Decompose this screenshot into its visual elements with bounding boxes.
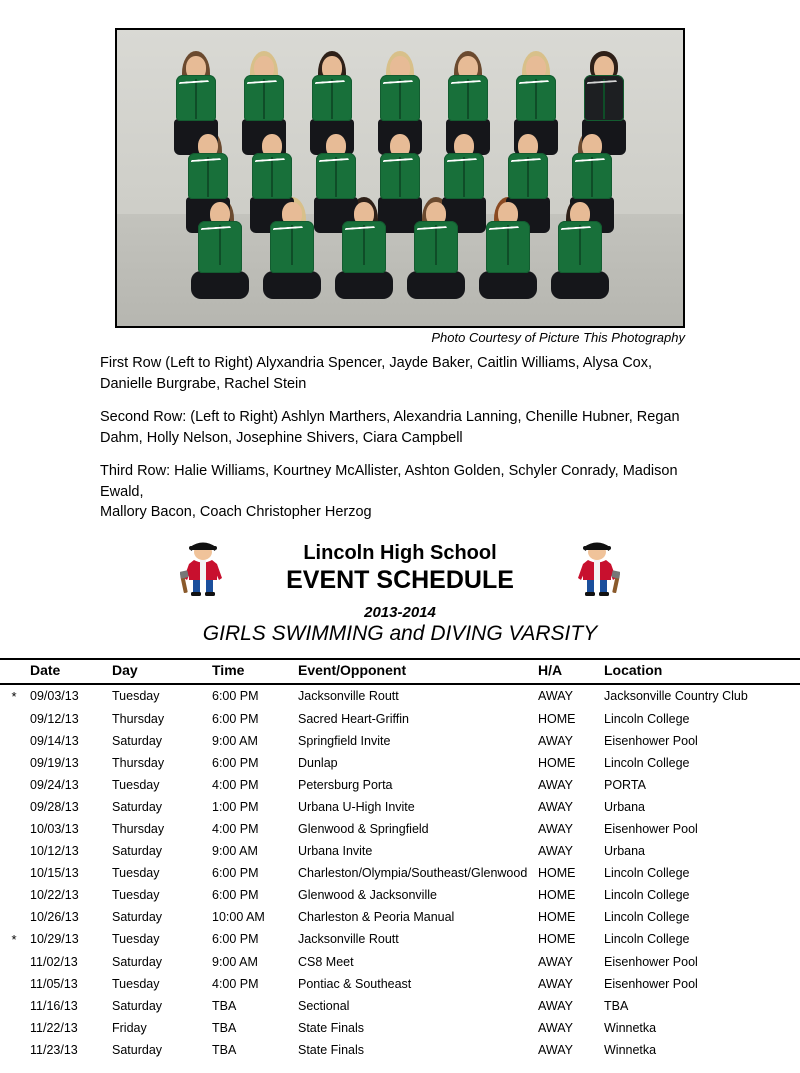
- cell-event: Jacksonville Routt: [298, 932, 399, 947]
- roster-third-row-line2: Mallory Bacon, Coach Christopher Herzog: [100, 504, 372, 521]
- cell-day: Saturday: [112, 734, 163, 749]
- table-header-row: [0, 659, 800, 684]
- cell-event: Urbana Invite: [298, 844, 373, 859]
- jacket-shape: [380, 75, 420, 121]
- cell-event: Charleston/Olympia/Southeast/Glenwood: [298, 866, 528, 881]
- cell-day: Saturday: [112, 1043, 163, 1058]
- cell-ha: AWAY: [538, 999, 573, 1014]
- cell-day: Saturday: [112, 910, 163, 925]
- cell-day: Tuesday: [112, 689, 160, 704]
- table-row: [0, 752, 800, 774]
- header-location: Location: [600, 659, 800, 684]
- photo-credit: Photo Courtesy of Picture This Photography: [431, 330, 685, 345]
- cell-day: Saturday: [112, 844, 163, 859]
- school-name: Lincoln High School: [303, 542, 497, 565]
- cell-star: *: [11, 689, 17, 705]
- cell-time: 9:00 AM: [212, 844, 258, 859]
- cell-day: Friday: [112, 1021, 147, 1036]
- cell-time: 6:00 PM: [212, 756, 259, 771]
- jacket-shape: [198, 221, 242, 273]
- jacket-shape: [448, 75, 488, 121]
- cell-date: 10/26/13: [30, 910, 79, 925]
- cell-ha: AWAY: [538, 977, 573, 992]
- cell-time: 9:00 AM: [212, 734, 258, 749]
- cell-time: 4:00 PM: [212, 977, 259, 992]
- table-row: [0, 840, 800, 862]
- table-row: [0, 708, 800, 730]
- cell-ha: AWAY: [538, 778, 573, 793]
- cell-date: 09/24/13: [30, 778, 79, 793]
- cell-date: 11/05/13: [30, 977, 78, 992]
- cell-ha: AWAY: [538, 1043, 573, 1058]
- cell-star: [0, 1039, 26, 1061]
- cell-ha: AWAY: [538, 844, 573, 859]
- cell-star: [0, 906, 26, 928]
- table-row: [0, 730, 800, 752]
- cell-time: 6:00 PM: [212, 689, 259, 704]
- team-title: GIRLS SWIMMING and DIVING VARSITY: [202, 622, 598, 646]
- cell-star: [0, 774, 26, 796]
- cell-day: Saturday: [112, 999, 163, 1014]
- cell-day: Tuesday: [112, 778, 160, 793]
- cell-event: Glenwood & Springfield: [298, 822, 429, 837]
- cell-date: 10/12/13: [30, 844, 79, 859]
- cell-event: State Finals: [298, 1021, 365, 1036]
- cell-event: Urbana U-High Invite: [298, 800, 415, 815]
- legs-shape: [479, 271, 537, 299]
- cell-star: [0, 708, 26, 730]
- cell-star: [0, 884, 26, 906]
- cell-date: 10/29/13: [30, 932, 79, 947]
- legs-shape: [335, 271, 393, 299]
- cell-time: 6:00 PM: [212, 888, 259, 903]
- cell-location: Urbana: [604, 844, 645, 859]
- cell-event: Springfield Invite: [298, 734, 391, 749]
- cell-location: Lincoln College: [604, 756, 690, 771]
- cell-ha: AWAY: [538, 734, 573, 749]
- table-row: [0, 973, 800, 995]
- photo-middle-row: [117, 134, 683, 233]
- cell-event: Petersburg Porta: [298, 778, 393, 793]
- roster-third-row: [100, 461, 700, 523]
- cell-event: Sacred Heart-Griffin: [298, 712, 409, 727]
- cell-day: Thursday: [112, 756, 165, 771]
- cell-star: [0, 862, 26, 884]
- cell-location: Lincoln College: [604, 910, 690, 925]
- cell-ha: HOME: [538, 866, 576, 881]
- cell-event: CS8 Meet: [298, 955, 354, 970]
- cell-day: Saturday: [112, 800, 163, 815]
- cell-time: 1:00 PM: [212, 800, 259, 815]
- header-star: [0, 659, 26, 684]
- jacket-shape: [252, 153, 292, 199]
- cell-location: Winnetka: [604, 1021, 657, 1036]
- season-years: 2013-2014: [364, 604, 436, 622]
- cell-time: 10:00 AM: [212, 910, 265, 925]
- cell-star: *: [11, 932, 17, 948]
- table-row: [0, 906, 800, 928]
- page-title: EVENT SCHEDULE: [286, 566, 514, 595]
- schedule-header: [0, 659, 800, 684]
- cell-location: Urbana: [604, 800, 645, 815]
- cell-event: Sectional: [298, 999, 350, 1014]
- jacket-shape: [188, 153, 228, 199]
- jacket-shape: [584, 75, 624, 121]
- table-row: [0, 995, 800, 1017]
- schedule-table: [0, 658, 800, 1061]
- cell-star: [0, 995, 26, 1017]
- jacket-shape: [342, 221, 386, 273]
- legs-shape: [407, 271, 465, 299]
- cell-time: TBA: [212, 1021, 237, 1036]
- cell-day: Saturday: [112, 955, 163, 970]
- table-row: [0, 774, 800, 796]
- cell-day: Thursday: [112, 822, 165, 837]
- cell-event: State Finals: [298, 1043, 365, 1058]
- cell-location: Eisenhower Pool: [604, 734, 698, 749]
- cell-location: Lincoln College: [604, 866, 690, 881]
- jacket-shape: [414, 221, 458, 273]
- cell-date: 10/22/13: [30, 888, 79, 903]
- table-row: [0, 884, 800, 906]
- cell-date: 09/19/13: [30, 756, 79, 771]
- title-center: [286, 541, 514, 595]
- jacket-shape: [444, 153, 484, 199]
- cell-star: [0, 818, 26, 840]
- cell-time: 4:00 PM: [212, 778, 259, 793]
- cell-location: PORTA: [604, 778, 646, 793]
- roster-third-row-line1: Third Row: Halie Williams, Kourtney McAllister, Ashton Golden, Schyler Conrady, Madison Ewald,: [100, 463, 678, 500]
- jacket-shape: [270, 221, 314, 273]
- cell-ha: AWAY: [538, 689, 573, 704]
- railsplitter-mascot-icon: [180, 541, 226, 597]
- jacket-shape: [486, 221, 530, 273]
- schedule-table-wrapper: [0, 658, 800, 1061]
- roster-second-row: Second Row: (Left to Right) Ashlyn Marthers, Alexandria Lanning, Chenille Hubner, Regan Dahm, Holly Nelson, Josephine Shivers, Ciara Campbell: [100, 409, 680, 446]
- cell-location: Lincoln College: [604, 888, 690, 903]
- cell-event: Glenwood & Jacksonville: [298, 888, 437, 903]
- roster-text: [100, 353, 700, 523]
- cell-time: 6:00 PM: [212, 712, 259, 727]
- jacket-shape: [312, 75, 352, 121]
- legs-shape: [263, 271, 321, 299]
- cell-event: Pontiac & Southeast: [298, 977, 412, 992]
- cell-date: 11/23/13: [30, 1043, 78, 1058]
- cell-time: 6:00 PM: [212, 932, 259, 947]
- cell-star: [0, 730, 26, 752]
- cell-date: 10/15/13: [30, 866, 79, 881]
- cell-time: TBA: [212, 999, 237, 1014]
- cell-location: Eisenhower Pool: [604, 822, 698, 837]
- cell-location: Eisenhower Pool: [604, 955, 698, 970]
- jacket-shape: [558, 221, 602, 273]
- cell-star: [0, 1017, 26, 1039]
- cell-location: Eisenhower Pool: [604, 977, 698, 992]
- cell-date: 09/28/13: [30, 800, 79, 815]
- cell-star: [0, 840, 26, 862]
- header-event: Event/Opponent: [294, 659, 534, 684]
- header-time: Time: [208, 659, 294, 684]
- schedule-title-block: [0, 541, 800, 646]
- cell-day: Tuesday: [112, 977, 160, 992]
- cell-star: [0, 796, 26, 818]
- jacket-shape: [244, 75, 284, 121]
- jacket-shape: [316, 153, 356, 199]
- cell-date: 09/12/13: [30, 712, 79, 727]
- table-row: [0, 684, 800, 708]
- cell-time: TBA: [212, 1043, 237, 1058]
- cell-event: Charleston & Peoria Manual: [298, 910, 455, 925]
- cell-location: Winnetka: [604, 1043, 657, 1058]
- table-row: [0, 928, 800, 951]
- jacket-shape: [516, 75, 556, 121]
- cell-location: TBA: [604, 999, 629, 1014]
- cell-star: [0, 752, 26, 774]
- legs-shape: [191, 271, 249, 299]
- cell-time: 9:00 AM: [212, 955, 258, 970]
- cell-ha: HOME: [538, 712, 576, 727]
- cell-ha: HOME: [538, 932, 576, 947]
- table-row: [0, 862, 800, 884]
- team-photo-block: [115, 28, 685, 345]
- cell-ha: HOME: [538, 756, 576, 771]
- cell-location: Lincoln College: [604, 932, 690, 947]
- cell-location: Jacksonville Country Club: [604, 689, 748, 704]
- cell-ha: AWAY: [538, 1021, 573, 1036]
- header-ha: H/A: [534, 659, 600, 684]
- jacket-shape: [508, 153, 548, 199]
- table-row: [0, 818, 800, 840]
- cell-date: 10/03/13: [30, 822, 79, 837]
- cell-time: 6:00 PM: [212, 866, 259, 881]
- table-row: [0, 1039, 800, 1061]
- cell-event: Jacksonville Routt: [298, 689, 399, 704]
- cell-ha: AWAY: [538, 800, 573, 815]
- team-photo: [115, 28, 685, 328]
- cell-date: 11/16/13: [30, 999, 78, 1014]
- cell-day: Thursday: [112, 712, 165, 727]
- cell-time: 4:00 PM: [212, 822, 259, 837]
- cell-day: Tuesday: [112, 888, 160, 903]
- table-row: [0, 796, 800, 818]
- cell-star: [0, 973, 26, 995]
- table-row: [0, 951, 800, 973]
- legs-shape: [551, 271, 609, 299]
- cell-date: 09/14/13: [30, 734, 79, 749]
- cell-date: 09/03/13: [30, 689, 79, 704]
- cell-ha: AWAY: [538, 955, 573, 970]
- cell-star: [0, 951, 26, 973]
- jacket-shape: [380, 153, 420, 199]
- railsplitter-mascot-icon: [574, 541, 620, 597]
- cell-day: Tuesday: [112, 866, 160, 881]
- schedule-body: [0, 684, 800, 1061]
- cell-event: Dunlap: [298, 756, 338, 771]
- cell-date: 11/22/13: [30, 1021, 78, 1036]
- jacket-shape: [176, 75, 216, 121]
- header-date: Date: [26, 659, 108, 684]
- cell-date: 11/02/13: [30, 955, 78, 970]
- roster-first-row: First Row (Left to Right) Alyxandria Spencer, Jayde Baker, Caitlin Williams, Alysa Cox, Danielle Burgrabe, Rachel Stein: [100, 355, 653, 392]
- cell-day: Tuesday: [112, 932, 160, 947]
- table-row: [0, 1017, 800, 1039]
- cell-ha: AWAY: [538, 822, 573, 837]
- header-day: Day: [108, 659, 208, 684]
- jacket-shape: [572, 153, 612, 199]
- cell-location: Lincoln College: [604, 712, 690, 727]
- cell-ha: HOME: [538, 910, 576, 925]
- cell-ha: HOME: [538, 888, 576, 903]
